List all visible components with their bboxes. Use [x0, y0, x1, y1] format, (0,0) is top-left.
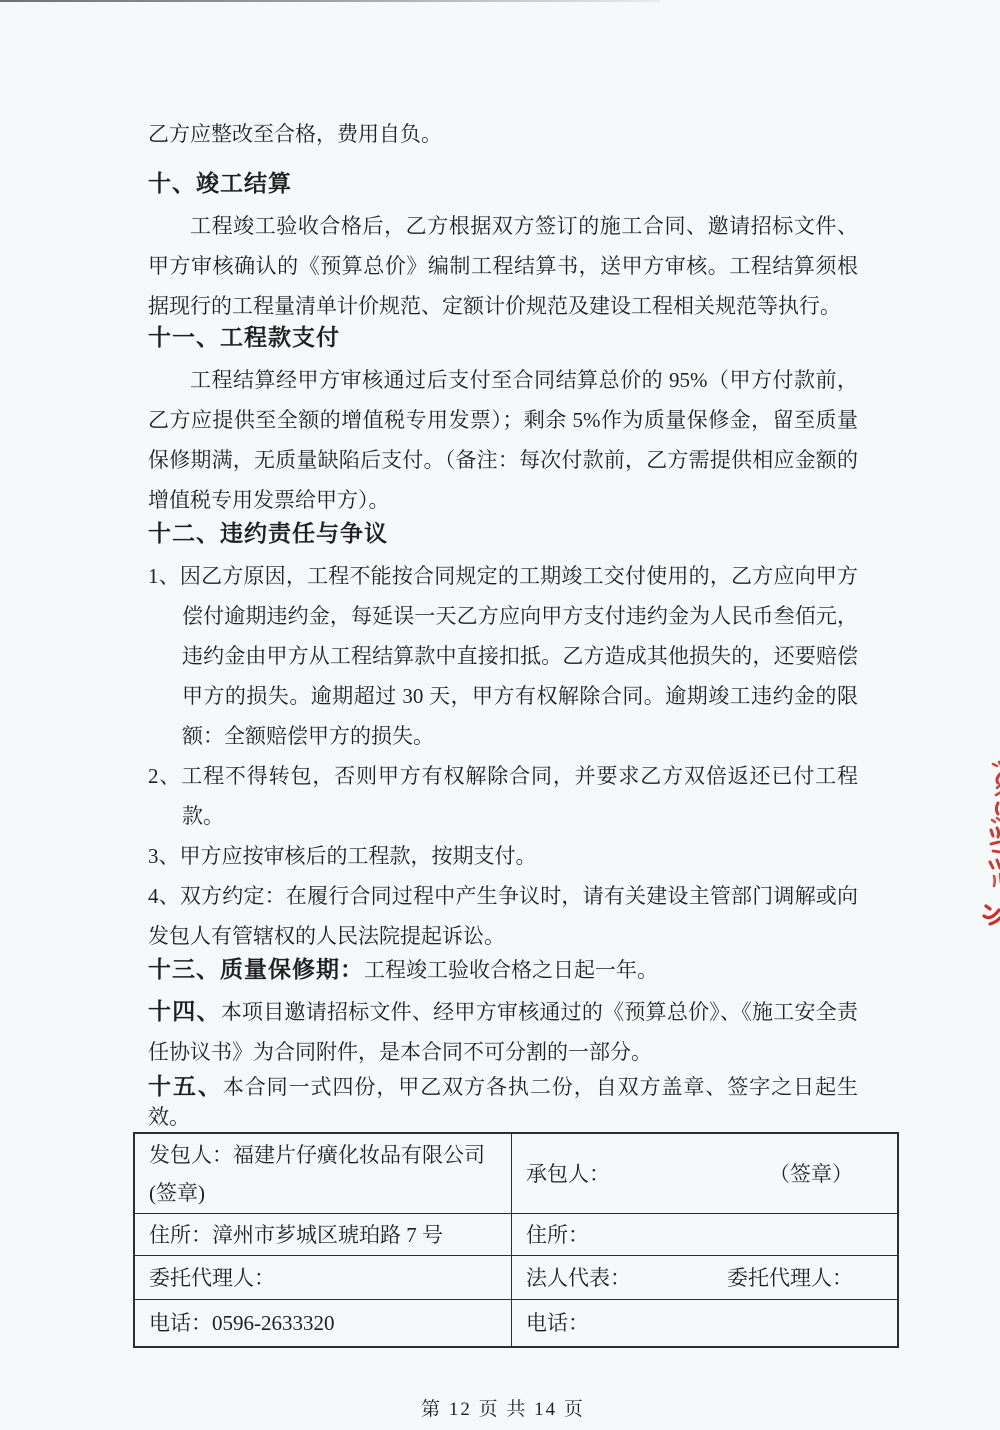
- section-13-clause: [148, 948, 858, 992]
- legal-rep-label: 法人代表：: [526, 1265, 631, 1290]
- carryover-paragraph-line: 乙方应整改至合格，费用自负。: [148, 122, 442, 146]
- section-15-label: 十五、: [148, 1074, 223, 1099]
- section-10-paragraph: 工程竣工验收合格后，乙方根据双方签订的施工合同、邀请招标文件、甲方审核确认的《预算总价》编制工程结算书，送甲方审核。工程结算须根据现行的工程量清单计价规范、定额计价规范及建设工程相关规范等执行。: [148, 214, 858, 318]
- section-13-text: 工程竣工验收合格之日起一年。: [364, 958, 658, 982]
- section-11-heading: 十一、工程款支付: [148, 325, 340, 350]
- contractor-label: 承包人：: [526, 1161, 610, 1186]
- section-15-text: 本合同一式四份，甲乙双方各执二份，自双方盖章、签字之日起生效。: [148, 1075, 859, 1129]
- section-12-item-3: 3、甲方应按审核后的工程款，按期支付。: [148, 844, 537, 868]
- section-14-label: 十四、: [148, 999, 221, 1024]
- section-15-clause: [148, 1072, 858, 1132]
- page-number-footer: 第 12 页 共 14 页: [421, 1399, 585, 1420]
- contractor-seal-label: （签章）: [769, 1161, 853, 1186]
- contractor-agent-label: 委托代理人：: [727, 1265, 853, 1290]
- section-12-item-1: 1、因乙方原因，工程不能按合同规定的工期竣工交付使用的，乙方应向甲方偿付逾期违约金，每延误一天乙方应向甲方支付违约金为人民币叁佰元，违约金由甲方从工程结算款中直接扣抵。乙方造成其他损失的，还要赔偿甲方的损失。逾期超过 30 天，甲方有权解除合同。逾期竣工违约金的限额：全额赔偿甲方的损失。: [148, 564, 858, 748]
- section-14-text: 本项目邀请招标文件、经甲方审核通过的《预算总价》、《施工安全责任协议书》为合同附件，是本合同不可分割的一部分。: [148, 1000, 859, 1064]
- contractor-phone-cell: 电话：: [526, 1311, 589, 1335]
- employer-phone-cell: 电话：0596-2633320: [135, 1300, 512, 1346]
- page-content: [148, 0, 858, 1430]
- signature-table: [133, 1132, 899, 1348]
- section-10-heading: 十、竣工结算: [148, 171, 292, 196]
- section-12-heading: 十二、违约责任与争议: [148, 521, 388, 546]
- section-12-item-2: 2、工程不得转包，否则甲方有权解除合同，并要求乙方双倍返还已付工程款。: [148, 764, 858, 828]
- contractor-address-cell: 住所：: [512, 1214, 897, 1256]
- section-13-label: 十三、质量保修期：: [148, 957, 364, 982]
- section-11-paragraph: 工程结算经甲方审核通过后支付至合同结算总价的 95%（甲方付款前，乙方应提供至全额的增值税专用发票）；剩余 5%作为质量保修金，留至质量保修期满，无质量缺陷后支付。（备注：每次付款前，乙方需提供相应金额的增值税专用发票给甲方）。: [148, 368, 858, 512]
- section-12-item-4: 4、双方约定：在履行合同过程中产生争议时，请有关建设主管部门调解或向发包人有管辖权的人民法院提起诉讼。: [148, 884, 858, 948]
- employer-agent-cell: 委托代理人：: [135, 1256, 512, 1300]
- contractor-rep-cell: [512, 1256, 897, 1300]
- employer-name-cell: 发包人：福建片仔癀化妆品有限公司(签章): [135, 1134, 512, 1214]
- section-14-clause: [148, 992, 858, 1072]
- contractor-name-cell: [512, 1134, 897, 1214]
- red-ink-annotation: [976, 758, 1000, 928]
- employer-address-cell: 住所：漳州市芗城区琥珀路 7 号: [135, 1214, 512, 1256]
